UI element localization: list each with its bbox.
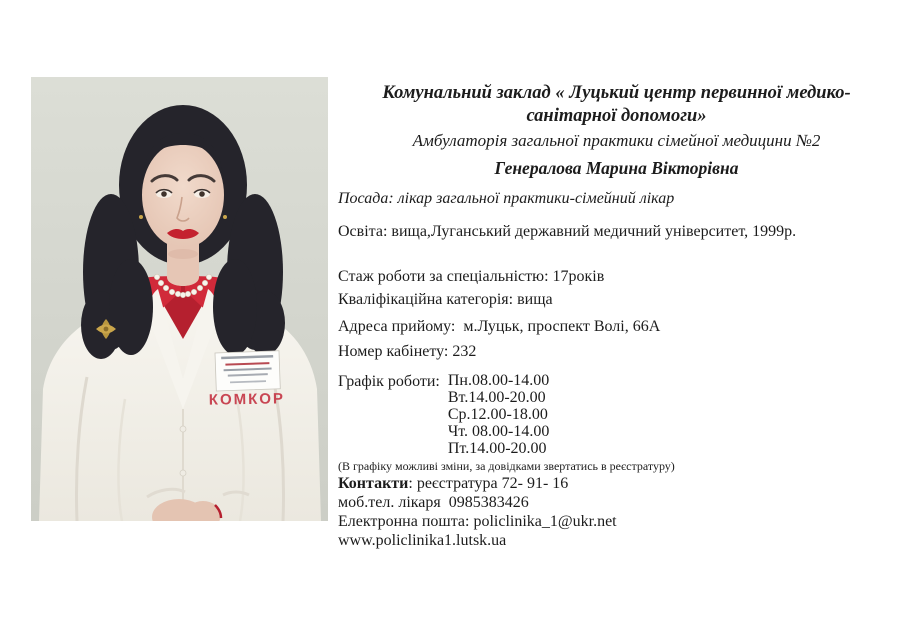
field-address: Адреса прийому: м.Луцьк, проспект Волі, 66А xyxy=(338,318,661,335)
field-category: Кваліфікаційна категорія: вища xyxy=(338,291,553,308)
doctor-name: Генералова Марина Вікторівна xyxy=(494,158,739,178)
schedule-note: (В графіку можливі зміни, за довідками звертатись в реєстратуру) xyxy=(338,459,675,473)
contacts-label: Контакти xyxy=(338,475,409,492)
schedule-time-thu: Чт. 08.00-14.00 xyxy=(447,423,550,440)
contacts-email: Електронна пошта: policlinika_1@ukr.net xyxy=(338,513,617,530)
contacts-registry xyxy=(338,474,895,493)
work-schedule xyxy=(338,372,895,457)
schedule-time-tue: Вт.14.00-20.00 xyxy=(447,389,546,406)
org-title-line1: Комунальний заклад « Луцький центр первинної медико- xyxy=(382,83,851,103)
contacts-website: www.policlinika1.lutsk.ua xyxy=(338,532,507,549)
field-room-number: Номер кабінету: 232 xyxy=(338,343,477,360)
name-badge xyxy=(215,351,280,391)
clinic-subtitle: Амбулаторія загальної практики сімейної медицини №2 xyxy=(412,131,821,150)
schedule-label: Графік роботи: xyxy=(338,373,440,390)
header xyxy=(338,82,895,179)
photo-watermark-text: КОМКОР xyxy=(208,390,286,409)
schedule-times xyxy=(448,372,550,457)
field-position: Посада: лікар загальної практики-сімейний лікар xyxy=(338,190,675,207)
org-title-line2: санітарної допомоги» xyxy=(526,106,707,126)
field-education: Освіта: вища,Луганський державний медичний університет, 1999р. xyxy=(338,223,797,240)
field-experience: Стаж роботи за спеціальністю: 17років xyxy=(338,268,605,285)
org-title xyxy=(338,82,895,128)
doctor-portrait-illustration xyxy=(31,77,328,521)
doctor-photo xyxy=(31,77,328,521)
info-column xyxy=(338,82,895,550)
contacts-registry-value: : реєстратура 72- 91- 16 xyxy=(408,475,569,492)
contacts-mobile: моб.тел. лікаря 0985383426 xyxy=(338,494,529,511)
schedule-time-wed: Ср.12.00-18.00 xyxy=(447,406,548,423)
schedule-time-mon: Пн.08.00-14.00 xyxy=(447,372,550,389)
schedule-time-fri: Пт.14.00-20.00 xyxy=(447,440,547,457)
